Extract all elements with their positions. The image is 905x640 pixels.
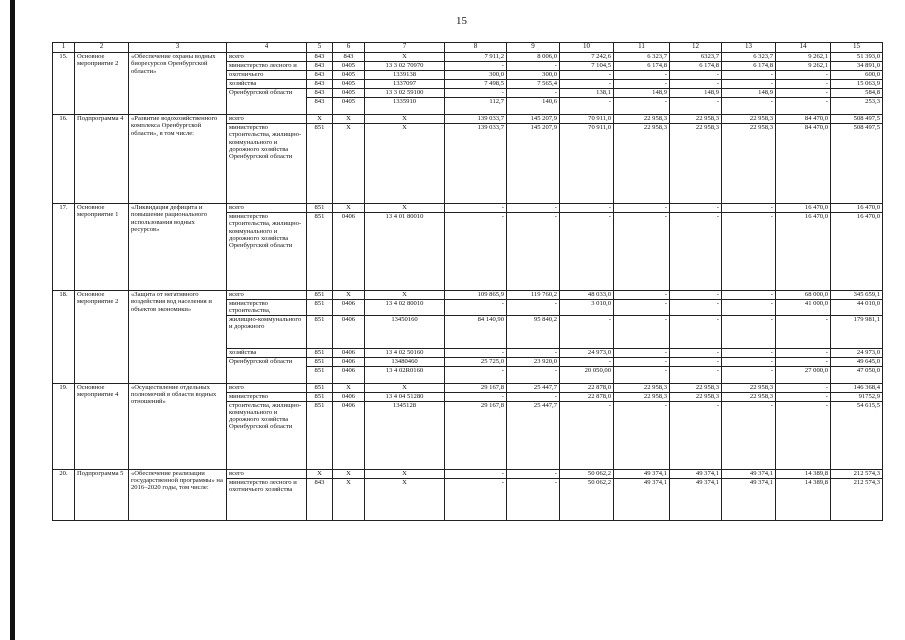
code-cell: 0406 (333, 213, 365, 291)
amount-cell: 6 174,8 (722, 62, 776, 71)
event-type: Основное мероприятие 2 (75, 53, 129, 115)
code-cell: X (365, 53, 445, 62)
amount-cell: - (670, 401, 722, 469)
event-description: «Ликвидация дефицита и повышение рационального использования водных ресурсов» (129, 204, 227, 291)
amount-cell: - (445, 469, 507, 478)
amount-cell: 84 140,90 (445, 315, 507, 348)
executor-cell: жилищно-коммунального и дорожного (227, 315, 307, 348)
amount-cell: 54 615,5 (831, 401, 883, 469)
executor-cell: министерство лесного и (227, 62, 307, 71)
amount-cell: 22 878,0 (560, 383, 614, 392)
amount-cell: - (670, 71, 722, 80)
amount-cell: - (507, 213, 560, 291)
amount-cell: 22 958,3 (722, 392, 776, 401)
amount-cell: 25 447,7 (507, 401, 560, 469)
amount-cell: 22 958,3 (614, 383, 670, 392)
amount-cell: 50 062,2 (560, 469, 614, 478)
amount-cell: - (722, 401, 776, 469)
code-cell: X (333, 291, 365, 300)
amount-cell: - (445, 89, 507, 98)
amount-cell: - (445, 478, 507, 520)
amount-cell: - (722, 357, 776, 366)
amount-cell: 49 374,1 (722, 478, 776, 520)
amount-cell: 49 645,0 (831, 357, 883, 366)
row-number: 19. (53, 383, 75, 469)
amount-cell: 50 062,2 (560, 478, 614, 520)
code-cell: 0406 (333, 315, 365, 348)
executor-cell: министерство строительства, жилищно-коммунального и дорожного хозяйства Оренбургской области (227, 213, 307, 291)
amount-cell: - (614, 98, 670, 115)
amount-cell: 29 167,8 (445, 383, 507, 392)
amount-cell: 146 368,4 (831, 383, 883, 392)
table-header-row (53, 43, 883, 53)
amount-cell: 148,9 (614, 89, 670, 98)
amount-cell: 49 374,1 (614, 478, 670, 520)
row-number: 20. (53, 469, 75, 520)
amount-cell: - (507, 392, 560, 401)
column-header: 15 (831, 43, 883, 53)
code-cell: 851 (307, 392, 333, 401)
amount-cell: 145 207,9 (507, 124, 560, 204)
code-cell: 0405 (333, 62, 365, 71)
amount-cell: - (670, 366, 722, 383)
code-cell: 851 (307, 213, 333, 291)
executor-cell: строительства, жилищно-коммунального и дорожного хозяйства Оренбургской области (227, 401, 307, 469)
amount-cell: 6 323,7 (614, 53, 670, 62)
amount-cell: 49 374,1 (670, 469, 722, 478)
amount-cell: - (776, 383, 831, 392)
amount-cell: - (776, 98, 831, 115)
amount-cell: 91752,9 (831, 392, 883, 401)
code-cell: 13 4 02 80010 (365, 300, 445, 316)
code-cell: 0405 (333, 71, 365, 80)
code-cell: X (307, 469, 333, 478)
amount-cell: 34 891,0 (831, 62, 883, 71)
table-row (53, 383, 883, 392)
amount-cell: 48 033,0 (560, 291, 614, 300)
code-cell: 843 (307, 98, 333, 115)
executor-cell: хозяйства (227, 348, 307, 357)
amount-cell: - (722, 213, 776, 291)
code-cell: X (333, 124, 365, 204)
amount-cell: - (507, 62, 560, 71)
code-cell: 13 4 02R0160 (365, 366, 445, 383)
page-number: 15 (456, 15, 467, 27)
amount-cell: - (560, 401, 614, 469)
amount-cell: - (445, 62, 507, 71)
event-description: «Защита от негативного воздействия вод населения и объектов экономики» (129, 291, 227, 384)
amount-cell: - (670, 357, 722, 366)
executor-cell: министерство строительства, жилищно-коммунального и дорожного хозяйства Оренбургской области (227, 124, 307, 204)
amount-cell: 22 958,3 (670, 392, 722, 401)
amount-cell: 212 574,3 (831, 478, 883, 520)
executor-cell: всего (227, 383, 307, 392)
column-header: 12 (670, 43, 722, 53)
amount-cell: 25 447,7 (507, 383, 560, 392)
amount-cell: 7 911,2 (445, 53, 507, 62)
amount-cell: 16 470,0 (831, 204, 883, 213)
code-cell: 843 (307, 53, 333, 62)
column-header: 2 (75, 43, 129, 53)
code-cell: X (307, 115, 333, 124)
event-description: «Обеспечение реализации государственной программы» на 2016–2020 годы, том числе: (129, 469, 227, 520)
amount-cell: 49 374,1 (722, 469, 776, 478)
code-cell: X (365, 478, 445, 520)
amount-cell: - (445, 392, 507, 401)
amount-cell: 22 878,0 (560, 392, 614, 401)
executor-cell: хозяйства (227, 80, 307, 89)
amount-cell: 22 958,3 (614, 392, 670, 401)
amount-cell: 8 006,0 (507, 53, 560, 62)
code-cell: 13 3 02 59100 (365, 89, 445, 98)
amount-cell: - (560, 315, 614, 348)
code-cell: 13 4 01 80010 (365, 213, 445, 291)
amount-cell: - (614, 213, 670, 291)
event-description: «Осуществление отдельных полномочий в области водных отношений» (129, 383, 227, 469)
amount-cell: 139 033,7 (445, 115, 507, 124)
code-cell: 851 (307, 124, 333, 204)
code-cell: X (365, 383, 445, 392)
event-description: «Обеспечение охраны водных биоресурсов Оренбургской области» (129, 53, 227, 115)
code-cell: 0406 (333, 401, 365, 469)
code-cell: 851 (307, 315, 333, 348)
executor-cell: всего (227, 204, 307, 213)
code-cell: 13 3 02 70970 (365, 62, 445, 71)
code-cell: 851 (307, 300, 333, 316)
amount-cell: 70 911,0 (560, 124, 614, 204)
amount-cell: - (614, 366, 670, 383)
event-type: Подпрограмма 4 (75, 115, 129, 204)
amount-cell: 9 262,1 (776, 62, 831, 71)
executor-cell: министерство строительства, (227, 300, 307, 316)
code-cell: 851 (307, 291, 333, 300)
code-cell: X (365, 469, 445, 478)
amount-cell: 22 958,3 (614, 115, 670, 124)
amount-cell: 22 958,3 (670, 383, 722, 392)
column-header: 5 (307, 43, 333, 53)
code-cell: 843 (333, 53, 365, 62)
amount-cell: 22 958,3 (670, 124, 722, 204)
page-edge-bar (10, 0, 15, 640)
code-cell: 0406 (333, 392, 365, 401)
amount-cell: - (614, 71, 670, 80)
executor-cell: всего (227, 291, 307, 300)
amount-cell: 16 470,0 (776, 204, 831, 213)
amount-cell: 112,7 (445, 98, 507, 115)
code-cell: 1337097 (365, 80, 445, 89)
amount-cell: - (614, 315, 670, 348)
column-header: 13 (722, 43, 776, 53)
amount-cell: 51 393,0 (831, 53, 883, 62)
code-cell: 0406 (333, 348, 365, 357)
amount-cell: 49 374,1 (614, 469, 670, 478)
amount-cell: 22 958,3 (614, 124, 670, 204)
amount-cell: - (670, 98, 722, 115)
column-header: 3 (129, 43, 227, 53)
code-cell: 851 (307, 348, 333, 357)
amount-cell: - (507, 469, 560, 478)
amount-cell: 119 760,2 (507, 291, 560, 300)
amount-cell: 25 725,0 (445, 357, 507, 366)
amount-cell: 139 033,7 (445, 124, 507, 204)
amount-cell: - (560, 71, 614, 80)
amount-cell: 212 574,3 (831, 469, 883, 478)
executor-cell: всего (227, 115, 307, 124)
amount-cell: 22 958,3 (722, 115, 776, 124)
code-cell: 843 (307, 80, 333, 89)
amount-cell: - (722, 300, 776, 316)
column-header: 9 (507, 43, 560, 53)
column-header: 6 (333, 43, 365, 53)
amount-cell: 84 470,0 (776, 124, 831, 204)
amount-cell: - (722, 98, 776, 115)
amount-cell: 47 050,0 (831, 366, 883, 383)
amount-cell: 22 958,3 (670, 115, 722, 124)
amount-cell: 138,1 (560, 89, 614, 98)
amount-cell: - (507, 300, 560, 316)
amount-cell: 145 207,9 (507, 115, 560, 124)
column-header: 1 (53, 43, 75, 53)
amount-cell: - (614, 401, 670, 469)
amount-cell: - (776, 401, 831, 469)
amount-cell: - (560, 213, 614, 291)
amount-cell: - (722, 348, 776, 357)
amount-cell: 22 958,3 (722, 383, 776, 392)
code-cell: X (333, 204, 365, 213)
amount-cell: - (670, 80, 722, 89)
code-cell: 0405 (333, 80, 365, 89)
amount-cell: 14 389,8 (776, 478, 831, 520)
executor-cell: Оренбургской области (227, 89, 307, 115)
amount-cell: 508 497,5 (831, 115, 883, 124)
amount-cell: - (722, 291, 776, 300)
amount-cell: - (670, 291, 722, 300)
amount-cell: - (614, 357, 670, 366)
amount-cell: 49 374,1 (670, 478, 722, 520)
amount-cell: 20 050,00 (560, 366, 614, 383)
amount-cell: 300,0 (507, 71, 560, 80)
amount-cell: 95 840,2 (507, 315, 560, 348)
amount-cell: 27 000,0 (776, 366, 831, 383)
table-row (53, 291, 883, 300)
amount-cell: 6 174,8 (670, 62, 722, 71)
amount-cell: 84 470,0 (776, 115, 831, 124)
event-description: «Развитие водохозяйственного комплекса Оренбургской области», в том числе: (129, 115, 227, 204)
table-row (53, 204, 883, 213)
amount-cell: 600,0 (831, 71, 883, 80)
amount-cell: - (776, 348, 831, 357)
amount-cell: - (507, 204, 560, 213)
code-cell: 13 4 02 50160 (365, 348, 445, 357)
column-header: 14 (776, 43, 831, 53)
code-cell: X (333, 383, 365, 392)
code-cell: 1335910 (365, 98, 445, 115)
amount-cell: 7 565,4 (507, 80, 560, 89)
amount-cell: - (560, 98, 614, 115)
amount-cell: - (614, 291, 670, 300)
amount-cell: 15 063,9 (831, 80, 883, 89)
amount-cell: 7 104,5 (560, 62, 614, 71)
code-cell: X (333, 478, 365, 520)
code-cell: X (365, 115, 445, 124)
amount-cell: 148,9 (722, 89, 776, 98)
table-row (53, 115, 883, 124)
amount-cell: - (560, 80, 614, 89)
amount-cell: 345 659,1 (831, 291, 883, 300)
code-cell: 851 (307, 383, 333, 392)
amount-cell: 3 010,0 (560, 300, 614, 316)
amount-cell: 23 920,0 (507, 357, 560, 366)
budget-table (52, 42, 883, 521)
amount-cell: - (614, 300, 670, 316)
amount-cell: 16 470,0 (776, 213, 831, 291)
code-cell: X (365, 124, 445, 204)
code-cell: 843 (307, 478, 333, 520)
code-cell: 1345128 (365, 401, 445, 469)
amount-cell: 300,0 (445, 71, 507, 80)
executor-cell: министерство лесного и охотничьего хозяйства (227, 478, 307, 520)
column-header: 8 (445, 43, 507, 53)
amount-cell: - (776, 392, 831, 401)
code-cell: 0406 (333, 300, 365, 316)
amount-cell: 14 389,8 (776, 469, 831, 478)
amount-cell: - (670, 300, 722, 316)
code-cell: X (365, 204, 445, 213)
code-cell: 13480460 (365, 357, 445, 366)
amount-cell: - (445, 213, 507, 291)
code-cell: X (333, 115, 365, 124)
amount-cell: - (722, 80, 776, 89)
code-cell: 843 (307, 71, 333, 80)
row-number: 16. (53, 115, 75, 204)
amount-cell: - (445, 366, 507, 383)
code-cell: 851 (307, 366, 333, 383)
amount-cell: - (722, 315, 776, 348)
amount-cell: 6323,7 (670, 53, 722, 62)
code-cell: 1339138 (365, 71, 445, 80)
column-header: 7 (365, 43, 445, 53)
executor-cell: министерство (227, 392, 307, 401)
amount-cell: - (776, 89, 831, 98)
code-cell: 851 (307, 204, 333, 213)
amount-cell: - (722, 204, 776, 213)
code-cell: 13450160 (365, 315, 445, 348)
amount-cell: 22 958,3 (722, 124, 776, 204)
code-cell: 0405 (333, 98, 365, 115)
row-number: 18. (53, 291, 75, 384)
code-cell: 0405 (333, 89, 365, 98)
amount-cell: 41 000,0 (776, 300, 831, 316)
row-number: 15. (53, 53, 75, 115)
amount-cell: 148,9 (670, 89, 722, 98)
amount-cell: 9 262,1 (776, 53, 831, 62)
amount-cell: - (445, 204, 507, 213)
column-header: 10 (560, 43, 614, 53)
executor-cell: всего (227, 469, 307, 478)
amount-cell: 44 010,0 (831, 300, 883, 316)
amount-cell: 179 981,1 (831, 315, 883, 348)
code-cell: 0406 (333, 357, 365, 366)
amount-cell: - (670, 315, 722, 348)
amount-cell: - (670, 213, 722, 291)
amount-cell: - (614, 204, 670, 213)
amount-cell: 7 242,6 (560, 53, 614, 62)
column-header: 4 (227, 43, 307, 53)
amount-cell: - (776, 80, 831, 89)
code-cell: 13 4 04 51280 (365, 392, 445, 401)
amount-cell: 24 973,0 (560, 348, 614, 357)
executor-cell: всего (227, 53, 307, 62)
amount-cell: 68 000,0 (776, 291, 831, 300)
event-type: Подпрограмма 5 (75, 469, 129, 520)
amount-cell: 6 174,8 (614, 62, 670, 71)
amount-cell: - (445, 300, 507, 316)
amount-cell: - (445, 348, 507, 357)
amount-cell: 140,6 (507, 98, 560, 115)
column-header: 11 (614, 43, 670, 53)
code-cell: 851 (307, 401, 333, 469)
amount-cell: 508 497,5 (831, 124, 883, 204)
amount-cell: - (776, 357, 831, 366)
amount-cell: 584,8 (831, 89, 883, 98)
amount-cell: - (507, 89, 560, 98)
amount-cell: - (670, 204, 722, 213)
amount-cell: 70 911,0 (560, 115, 614, 124)
amount-cell: - (560, 204, 614, 213)
event-type: Основное мероприятие 2 (75, 291, 129, 384)
table-row (53, 469, 883, 478)
code-cell: X (333, 469, 365, 478)
code-cell: 0406 (333, 366, 365, 383)
amount-cell: 253,3 (831, 98, 883, 115)
amount-cell: - (670, 348, 722, 357)
amount-cell: - (776, 71, 831, 80)
event-type: Основное мероприятие 1 (75, 204, 129, 291)
row-number: 17. (53, 204, 75, 291)
amount-cell: - (614, 80, 670, 89)
code-cell: X (365, 291, 445, 300)
amount-cell: - (614, 348, 670, 357)
amount-cell: 24 973,0 (831, 348, 883, 357)
amount-cell: - (776, 315, 831, 348)
amount-cell: - (722, 366, 776, 383)
amount-cell: 7 498,5 (445, 80, 507, 89)
code-cell: 843 (307, 89, 333, 98)
amount-cell: - (507, 478, 560, 520)
code-cell: 843 (307, 62, 333, 71)
table-row (53, 53, 883, 62)
amount-cell: - (722, 71, 776, 80)
amount-cell: 29 167,8 (445, 401, 507, 469)
event-type: Основное мероприятие 4 (75, 383, 129, 469)
amount-cell: - (560, 357, 614, 366)
amount-cell: 109 865,9 (445, 291, 507, 300)
code-cell: 851 (307, 357, 333, 366)
amount-cell: - (507, 366, 560, 383)
amount-cell: - (507, 348, 560, 357)
executor-cell: Оренбургской области (227, 357, 307, 383)
amount-cell: 6 323,7 (722, 53, 776, 62)
amount-cell: 16 470,0 (831, 213, 883, 291)
executor-cell: охотничьего (227, 71, 307, 80)
